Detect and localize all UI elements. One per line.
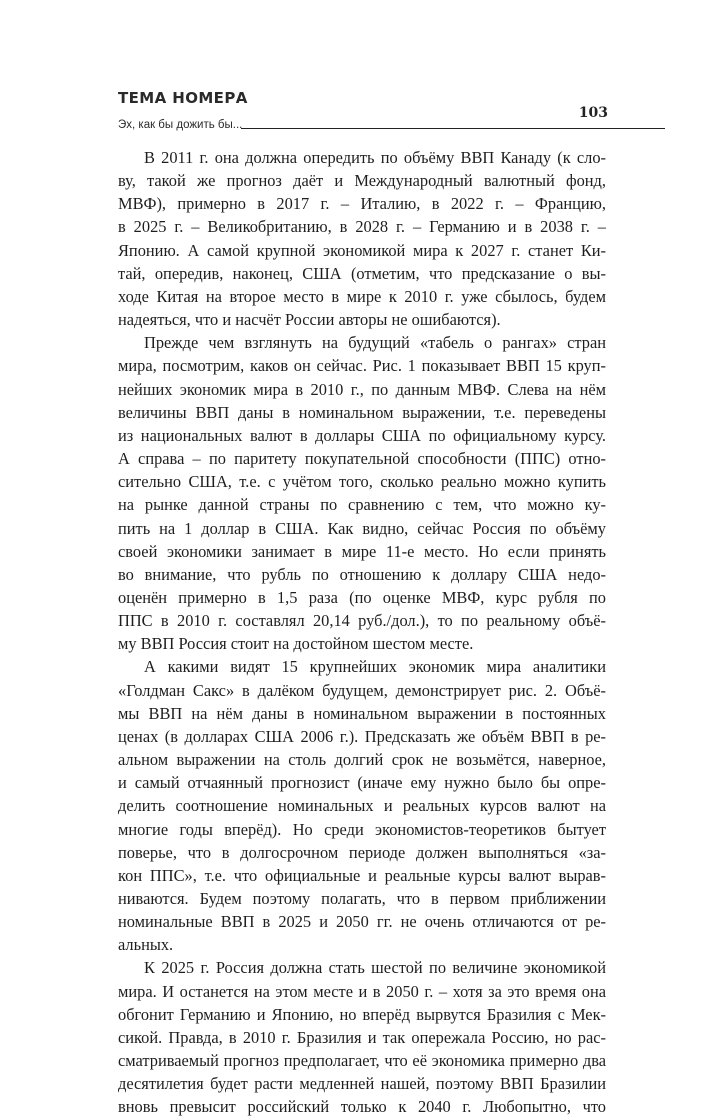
text-line: поверье, что в долгосрочном периоде должен выполняться «за- [118,842,606,862]
text-line: ходе Китая на второе место в мире к 2010 г. уже сбылось, будем [118,286,606,306]
text-line: сматриваемый прогноз предполагает, что её экономика примерно два [118,1051,606,1071]
text-line: в 2025 г. – Великобританию, в 2028 г. – Германию и в 2038 г. – [118,217,606,237]
text-line: делить соотношение номинальных и реальных курсов валют на [118,796,606,816]
article-body [118,146,606,1119]
text-line: В 2011 г. она должна опередить по объёму ВВП Канаду (к сло- [144,148,606,167]
page-number: 103 [578,105,608,121]
running-subtitle: Эх, как бы дожить бы... [118,119,243,131]
text-line: ППС в 2010 г. составлял 20,14 руб./дол.), то по реальному объё- [118,611,606,631]
text-line: нейших экономик мира в 2010 г., по данным МВФ. Слева на нём [118,379,606,399]
text-line: номинальные ВВП в 2025 и 2050 гг. не очень отличаются от ре- [118,912,606,932]
text-line: сикой. Правда, в 2010 г. Бразилия и так опережала Россию, но рас- [118,1027,606,1047]
text-line: К 2025 г. Россия должна стать шестой по величине экономикой [144,958,606,978]
text-line: А справа – по паритету покупательной способности (ППС) отно- [118,449,606,469]
paragraph [118,331,606,655]
text-line: ценах (в долларах США 2006 г.). Предсказать же объём ВВП в ре- [118,726,606,746]
text-line: МВФ), примерно в 2017 г. – Италию, в 2022 г. – Францию, [118,194,606,214]
text-line: мира, посмотрим, каков он сейчас. Рис. 1 показывает ВВП 15 круп- [118,356,606,376]
text-line: оценён примерно в 1,5 раза (по оценке МВФ, курс рубля по [118,587,606,607]
text-line: тай, опередив, наконец, США (отметим, что предсказание о вы- [118,263,606,283]
text-line: пить на 1 доллар в США. Как видно, сейчас Россия по объёму [118,518,606,538]
paragraph [118,146,606,331]
text-line: на рынке данной страны по сравнению с тем, что можно ку- [118,495,606,515]
text-line: альном выражении на столь долгий срок не возьмётся, наверное, [118,750,606,770]
text-line: А какими видят 15 крупнейших экономик мира аналитики [144,657,606,677]
text-line: и самый отчаянный прогнозист (иначе ему нужно было бы опре- [118,773,606,793]
text-line: сительно США, т.е. с учётом того, сколько реально можно купить [118,472,606,492]
text-line: «Голдман Сакс» в далёком будущем, демонстрирует рис. 2. Объё- [118,680,606,700]
text-line: своей экономики занимает в мире 11-е место. Но если принять [118,541,606,561]
text-line: мы ВВП на нём даны в номинальном выражении в постоянных [118,703,606,723]
text-line: Прежде чем взглянуть на будущий «табель о рангах» стран [144,333,606,353]
text-line: альных. [118,935,174,955]
text-line: му ВВП Россия стоит на достойном шестом месте. [118,634,474,654]
text-line: во внимание, что рубль по отношению к доллару США недо- [118,564,606,584]
header-rule [241,128,665,129]
text-line: обгонит Германию и Японию, но вперёд вырвутся Бразилия с Мек- [118,1004,606,1024]
paragraph [118,655,606,956]
text-line: Японию. А самой крупной экономикой мира к 2027 г. станет Ки- [118,240,606,260]
text-line: величины ВВП даны в номинальном выражении, т.е. переведены [118,402,606,422]
text-line: ниваются. Будем поэтому полагать, что в первом приближении [118,889,606,908]
text-line: кон ППС», т.е. что официальные и реальные курсы валют вырав- [118,865,606,885]
text-line: надеяться, что и насчёт России авторы не ошибаются). [118,310,501,330]
text-line: мира. И останется на этом месте и в 2050 г. – хотя за это время она [118,981,606,1001]
text-line: из национальных валют в доллары США по официальному курсу. [118,425,606,445]
text-line: ву, такой же прогноз даёт и Международный валютный фонд, [118,171,606,191]
text-line: десятилетия будет расти медленней нашей, поэтому ВВП Бразилии [118,1074,606,1094]
text-line: вновь превысит российский только к 2040 г. Любопытно, что [118,1097,606,1117]
paragraph [118,956,606,1118]
section-title: ТЕМА НОМЕРА [118,89,248,107]
text-line: многие годы вперёд). Но среди экономистов-теоретиков бытует [118,819,606,839]
